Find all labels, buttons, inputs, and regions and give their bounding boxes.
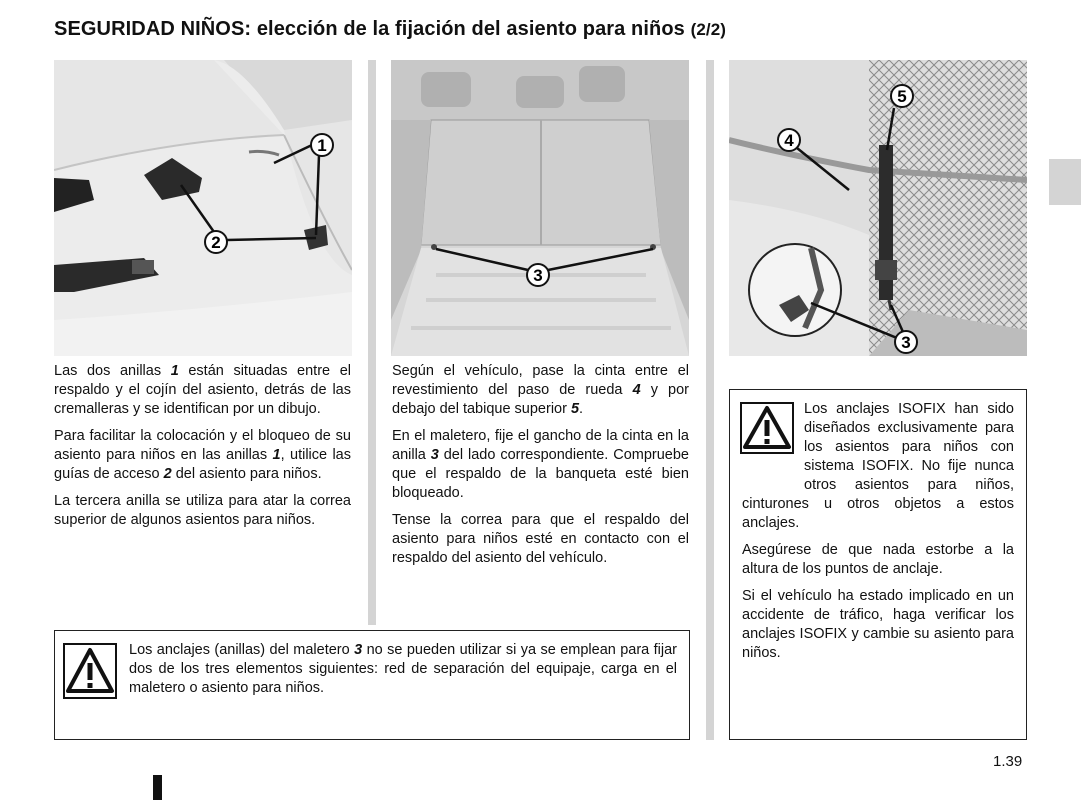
warning-text: Los anclajes (anillas) del maletero 3 no se pueden utilizar si ya se emplean para fijar dos de los tres elementos siguientes: red de separación del equipaje, carga en el maletero o asiento para niños. <box>129 642 678 696</box>
callout-label: 1 <box>317 136 327 155</box>
column-separator <box>368 60 376 625</box>
photo-trunk-callouts <box>391 60 691 360</box>
paragraph: Para facilitar la colocación y el bloqueo de su asiento para niños en las anillas 1, utilice las guías de acceso 2 del asiento para niños. <box>54 428 351 482</box>
photo-net-callouts <box>729 60 1029 360</box>
warning-box-trunk-anchors <box>54 630 690 740</box>
crop-mark <box>153 775 162 800</box>
column-separator <box>706 60 714 740</box>
column-1-text <box>54 362 351 538</box>
callout-label: 4 <box>784 131 794 150</box>
callout-label: 2 <box>211 233 221 252</box>
paragraph: Según el vehículo, pase la cinta entre el revestimiento del paso de rueda 4 y por debajo del tabique superior 5. <box>392 363 689 417</box>
paragraph: Asegúrese de que nada estorbe a la altura de los puntos de anclaje. <box>742 542 1014 577</box>
paragraph: Las dos anillas 1 están situadas entre el respaldo y el cojín del asiento, detrás de las cremalleras y se identifican por un dibujo. <box>54 363 351 417</box>
photo-seat-callouts <box>54 60 354 360</box>
column-2-text <box>392 362 689 576</box>
callout-label: 3 <box>901 333 911 352</box>
paragraph: La tercera anilla se utiliza para atar la correa superior de algunos asientos para niños. <box>54 493 351 528</box>
page-title <box>54 18 726 41</box>
warning-text <box>742 400 1014 671</box>
callout-label: 5 <box>897 87 907 106</box>
callout-label: 3 <box>533 266 543 285</box>
section-thumb-tab <box>1049 159 1081 205</box>
warning-box-isofix <box>729 389 1027 740</box>
title-main: SEGURIDAD NIÑOS: elección de la fijación del asiento para niños <box>54 18 685 40</box>
paragraph: Si el vehículo ha estado implicado en un accidente de tráfico, haga verificar los anclajes ISOFIX y cambie su asiento para niños. <box>742 588 1014 661</box>
warning-triangle-icon <box>63 643 117 699</box>
paragraph: En el maletero, fije el gancho de la cinta en la anilla 3 del lado correspondiente. Compruebe que el respaldo de la banqueta esté bien bloqueado. <box>392 428 689 501</box>
paragraph: Los anclajes ISOFIX han sido diseñados exclusivamente para los asientos para niños con sistema ISOFIX. No fije nunca otros asientos para niños, cinturones u otros objetos a estos anclajes. <box>742 401 1014 531</box>
title-part: (2/2) <box>690 20 727 39</box>
page-number: 1.39 <box>993 753 1023 770</box>
paragraph: Tense la correa para que el respaldo del asiento para niños esté en contacto con el respaldo del asiento del vehículo. <box>392 512 689 566</box>
